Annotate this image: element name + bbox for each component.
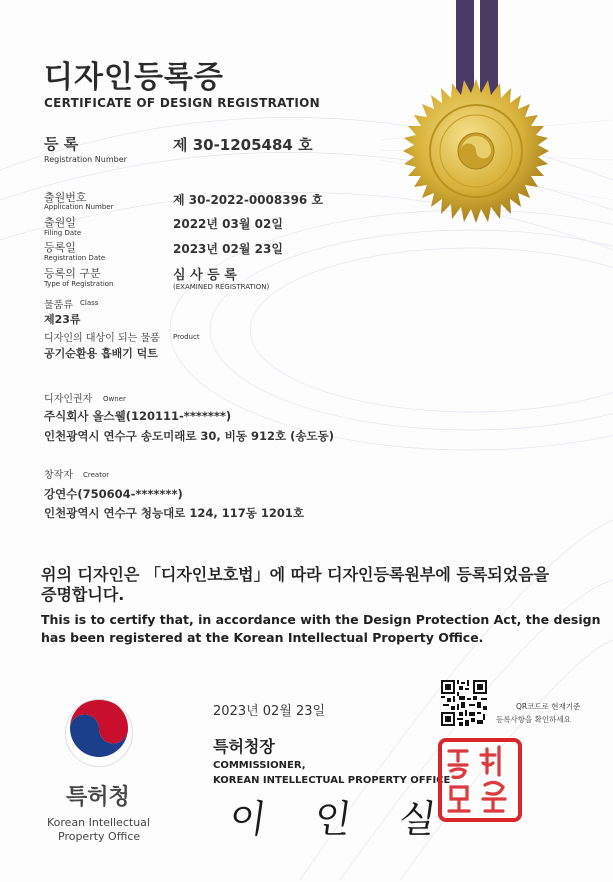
qr-code-icon[interactable]	[441, 680, 487, 726]
filing-label-en: Filing Date	[44, 229, 82, 237]
owner-label-en: Owner	[103, 395, 126, 403]
title-english: CERTIFICATE OF DESIGN REGISTRATION	[44, 96, 320, 110]
registration-date: 2023년 02월 23일	[173, 242, 283, 256]
commissioner-en-line-1: COMMISSIONER,	[213, 760, 306, 771]
creator-name: 강연수(750604-*******)	[44, 487, 183, 501]
official-stamp-icon	[437, 737, 523, 823]
office-name-en-line-2: Property Office	[58, 830, 141, 843]
qr-note-line-1: QR코드로 현재기준	[516, 702, 581, 711]
registration-date-label-ko: 등록일	[44, 241, 76, 254]
registration-date-label-en: Registration Date	[44, 254, 106, 262]
type-label-ko: 등록의 구분	[44, 267, 101, 280]
registration-number: 제 30-1205484 호	[173, 136, 313, 154]
issue-date: 2023년 02월 23일	[213, 704, 326, 719]
owner-name: 주식회사 올스웰(120111-*******)	[44, 409, 232, 423]
commissioner-en-line-2: KOREAN INTELLECTUAL PROPERTY OFFICE	[213, 775, 451, 786]
class-label-en: Class	[80, 299, 99, 307]
class-value: 제23류	[44, 313, 81, 326]
owner-label-ko: 디자인권자	[44, 394, 93, 405]
registration-label-en: Registration Number	[44, 155, 127, 164]
product-label-en: Product	[173, 333, 200, 341]
product-label-ko: 디자인의 대상이 되는 물품	[44, 333, 160, 344]
owner-address: 인천광역시 연수구 송도미래로 30, 비동 912호 (송도동)	[44, 429, 334, 443]
certification-ko-line-1: 위의 디자인은 「디자인보호법」에 따라 디자인등록원부에 등록되었음을	[41, 565, 550, 584]
class-label-ko: 물품류	[44, 300, 73, 311]
type-value-en: (EXAMINED REGISTRATION)	[173, 283, 270, 291]
kipo-logo-icon	[64, 698, 134, 768]
qr-note-line-2: 등록사항을 확인하세요	[496, 715, 571, 724]
title-korean: 디자인등록증	[44, 60, 224, 95]
creator-label-en: Creator	[83, 471, 110, 479]
application-label-ko: 출원번호	[44, 191, 87, 204]
certification-en-line-1: This is to certify that, in accordance with the Design Protection Act, the design	[41, 612, 601, 627]
registration-label-ko: 등 록	[44, 135, 79, 153]
certification-ko-line-2: 증명합니다.	[41, 585, 125, 604]
type-label-en: Type of Registration	[44, 280, 114, 288]
signature: 이 인 실	[226, 797, 457, 841]
creator-address: 인천광역시 연수구 청능대로 124, 117동 1201호	[44, 506, 304, 520]
certification-statement-en	[41, 611, 600, 647]
certification-en-line-2: has been registered at the Korean Intellectual Property Office.	[41, 630, 484, 645]
office-name-ko: 특허청	[66, 785, 130, 810]
type-value: 심 사 등 록	[173, 268, 237, 283]
product-value: 공기순환용 흡배기 덕트	[44, 347, 158, 360]
application-label-en: Application Number	[44, 203, 114, 211]
creator-label-ko: 창작자	[44, 470, 73, 481]
commissioner-ko: 특허청장	[213, 737, 275, 756]
filing-label-ko: 출원일	[44, 216, 76, 229]
certification-statement-ko	[41, 565, 549, 605]
office-name-en-line-1: Korean Intellectual	[47, 816, 150, 829]
filing-date: 2022년 03월 02일	[173, 217, 283, 231]
application-number: 제 30-2022-0008396 호	[173, 193, 324, 207]
gold-seal-icon	[403, 78, 549, 224]
